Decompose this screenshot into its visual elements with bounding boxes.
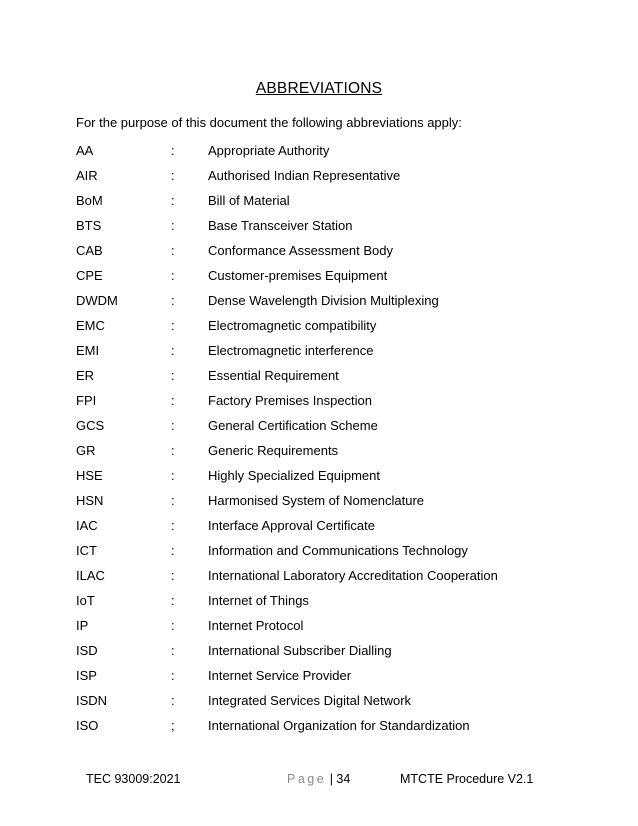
abbreviation: ISP xyxy=(76,668,97,683)
list-item xyxy=(0,718,638,743)
definition: Conformance Assessment Body xyxy=(208,243,393,258)
footer-procedure: MTCTE Procedure V2.1 xyxy=(400,772,534,786)
list-item xyxy=(0,643,638,668)
definition: General Certification Scheme xyxy=(208,418,378,433)
definition: International Subscriber Dialling xyxy=(208,643,392,658)
abbreviation: BTS xyxy=(76,218,102,233)
abbreviation: IoT xyxy=(76,593,95,608)
definition: Integrated Services Digital Network xyxy=(208,693,412,708)
intro-text: For the purpose of this document the following abbreviations apply: xyxy=(76,115,462,130)
list-item xyxy=(0,468,638,493)
separator: : xyxy=(171,568,175,583)
abbreviation: ISD xyxy=(76,643,98,658)
definition: Information and Communications Technology xyxy=(208,543,468,558)
list-item xyxy=(0,293,638,318)
list-item xyxy=(0,418,638,443)
list-item xyxy=(0,318,638,343)
list-item xyxy=(0,443,638,468)
abbreviation: ILAC xyxy=(76,568,105,583)
list-item xyxy=(0,543,638,568)
abbreviation: HSN xyxy=(76,493,104,508)
separator: : xyxy=(171,343,175,358)
list-item xyxy=(0,218,638,243)
definition: Factory Premises Inspection xyxy=(208,393,373,408)
separator: ; xyxy=(171,718,175,733)
abbreviation: IP xyxy=(76,618,89,633)
list-item xyxy=(0,243,638,268)
list-item xyxy=(0,368,638,393)
definition: Dense Wavelength Division Multiplexing xyxy=(208,293,439,308)
abbreviation: FPI xyxy=(76,393,97,408)
abbreviation: GCS xyxy=(76,418,105,433)
definition: Internet of Things xyxy=(208,593,309,608)
abbreviation: CAB xyxy=(76,243,103,258)
separator: : xyxy=(171,368,175,383)
list-item xyxy=(0,393,638,418)
list-item xyxy=(0,143,638,168)
abbreviation: ER xyxy=(76,368,95,383)
definition: Base Transceiver Station xyxy=(208,218,353,233)
separator: : xyxy=(171,243,175,258)
footer-page-number xyxy=(287,772,350,786)
abbreviation: EMC xyxy=(76,318,105,333)
abbreviation: ISO xyxy=(76,718,99,733)
definition: Bill of Material xyxy=(208,193,290,208)
separator: : xyxy=(171,143,175,158)
abbreviation: ISDN xyxy=(76,693,108,708)
definition: Internet Protocol xyxy=(208,618,304,633)
abbreviation: HSE xyxy=(76,468,103,483)
abbreviation: GR xyxy=(76,443,96,458)
abbreviation-list xyxy=(0,143,638,743)
abbreviation: AA xyxy=(76,143,94,158)
abbreviation: BoM xyxy=(76,193,103,208)
separator: : xyxy=(171,543,175,558)
abbreviation: AIR xyxy=(76,168,98,183)
definition: Electromagnetic compatibility xyxy=(208,318,377,333)
separator: : xyxy=(171,168,175,183)
abbreviation: ICT xyxy=(76,543,97,558)
list-item xyxy=(0,168,638,193)
list-item xyxy=(0,618,638,643)
list-item xyxy=(0,268,638,293)
definition: Electromagnetic interference xyxy=(208,343,374,358)
separator: : xyxy=(171,593,175,608)
abbreviation: CPE xyxy=(76,268,103,283)
definition: Generic Requirements xyxy=(208,443,339,458)
definition: Interface Approval Certificate xyxy=(208,518,375,533)
footer-page-value: | 34 xyxy=(329,772,351,786)
separator: : xyxy=(171,193,175,208)
footer-doc-id: TEC 93009:2021 xyxy=(86,772,181,786)
separator: : xyxy=(171,643,175,658)
abbreviation: DWDM xyxy=(76,293,118,308)
definition: Customer-premises Equipment xyxy=(208,268,388,283)
list-item xyxy=(0,693,638,718)
separator: : xyxy=(171,293,175,308)
definition: Appropriate Authority xyxy=(208,143,330,158)
definition: Highly Specialized Equipment xyxy=(208,468,380,483)
separator: : xyxy=(171,418,175,433)
list-item xyxy=(0,593,638,618)
separator: : xyxy=(171,218,175,233)
definition: Authorised Indian Representative xyxy=(208,168,401,183)
list-item xyxy=(0,668,638,693)
separator: : xyxy=(171,668,175,683)
separator: : xyxy=(171,393,175,408)
separator: : xyxy=(171,618,175,633)
separator: : xyxy=(171,318,175,333)
definition: Essential Requirement xyxy=(208,368,339,383)
list-item xyxy=(0,193,638,218)
list-item xyxy=(0,493,638,518)
separator: : xyxy=(171,268,175,283)
separator: : xyxy=(171,443,175,458)
separator: : xyxy=(171,518,175,533)
footer-page-label: Page xyxy=(287,772,327,786)
definition: International Organization for Standardization xyxy=(208,718,470,733)
definition: International Laboratory Accreditation Cooperation xyxy=(208,568,498,583)
abbreviation: IAC xyxy=(76,518,98,533)
definition: Harmonised System of Nomenclature xyxy=(208,493,425,508)
list-item xyxy=(0,518,638,543)
page-title: ABBREVIATIONS xyxy=(255,80,383,97)
definition: Internet Service Provider xyxy=(208,668,352,683)
separator: : xyxy=(171,468,175,483)
list-item xyxy=(0,568,638,593)
separator: : xyxy=(171,493,175,508)
separator: : xyxy=(171,693,175,708)
abbreviation: EMI xyxy=(76,343,100,358)
list-item xyxy=(0,343,638,368)
